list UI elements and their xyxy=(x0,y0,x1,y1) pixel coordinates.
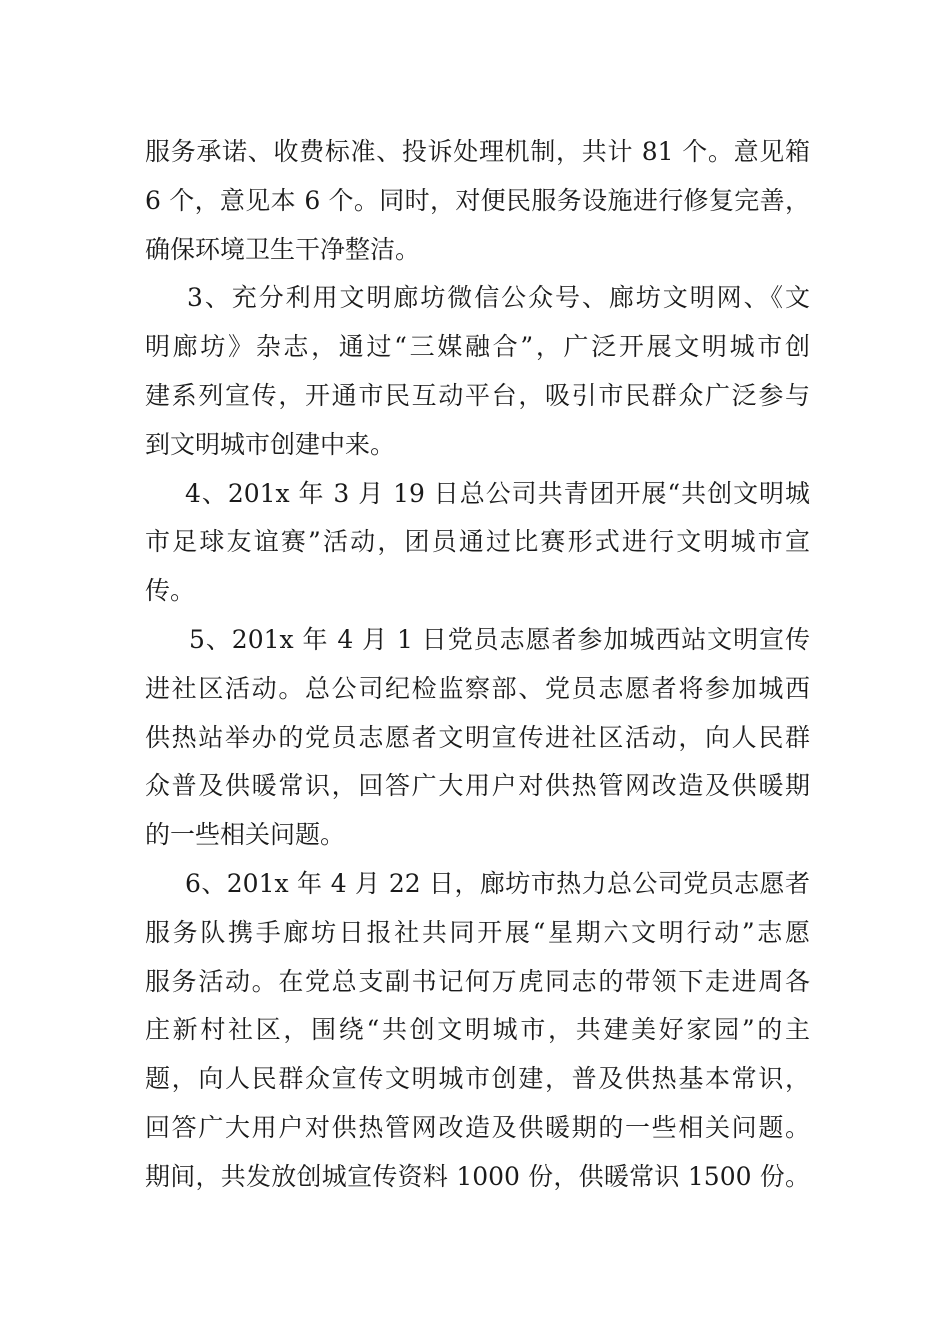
text-line: 5、201x 年 4 月 1 日党员志愿者参加城西站文明宣传 xyxy=(189,624,810,654)
text-line: 传。 xyxy=(145,576,196,606)
text-line: 进社区活动。总公司纪检监察部、党员志愿者将参加城西 xyxy=(145,673,810,703)
text-line: 供热站举办的党员志愿者文明宣传进社区活动，向人民群 xyxy=(145,722,810,752)
text-line: 众普及供暖常识，回答广大用户对供热管网改造及供暖期 xyxy=(145,771,810,801)
document-body xyxy=(145,128,810,1202)
text-line: 回答广大用户对供热管网改造及供暖期的一些相关问题。 xyxy=(145,1112,810,1142)
text-line: 期间，共发放创城宣传资料 1000 份，供暖常识 1500 份。 xyxy=(145,1161,810,1191)
text-line: 市足球友谊赛”活动，团员通过比赛形式进行文明城市宣 xyxy=(145,527,810,557)
text-line: 到文明城市创建中来。 xyxy=(145,429,396,459)
text-line: 建系列宣传，开通市民互动平台，吸引市民群众广泛参与 xyxy=(145,380,810,410)
text-line: 的一些相关问题。 xyxy=(145,820,346,850)
text-line: 服务承诺、收费标准、投诉处理机制，共计 81 个。意见箱 xyxy=(145,137,810,166)
text-line: 6、201x 年 4 月 22 日，廊坊市热力总公司党员志愿者 xyxy=(185,868,810,898)
text-line: 庄新村社区，围绕“共创文明城市，共建美好家园”的主 xyxy=(145,1015,810,1045)
text-line: 4、201x 年 3 月 19 日总公司共青团开展“共创文明城 xyxy=(185,478,810,508)
text-line: 6 个，意见本 6 个。同时，对便民服务设施进行修复完善， xyxy=(145,185,810,215)
text-line: 服务活动。在党总支副书记何万虎同志的带领下走进周各 xyxy=(145,966,810,996)
text-line: 题，向人民群众宣传文明城市创建，普及供热基本常识， xyxy=(145,1064,810,1094)
text-line: 3、充分利用文明廊坊微信公众号、廊坊文明网、《文 xyxy=(187,283,810,313)
text-line: 服务队携手廊坊日报社共同开展“星期六文明行动”志愿 xyxy=(145,917,810,947)
text-line: 明廊坊》杂志，通过“三媒融合”，广泛开展文明城市创 xyxy=(145,332,810,362)
text-line: 确保环境卫生干净整洁。 xyxy=(145,234,421,264)
